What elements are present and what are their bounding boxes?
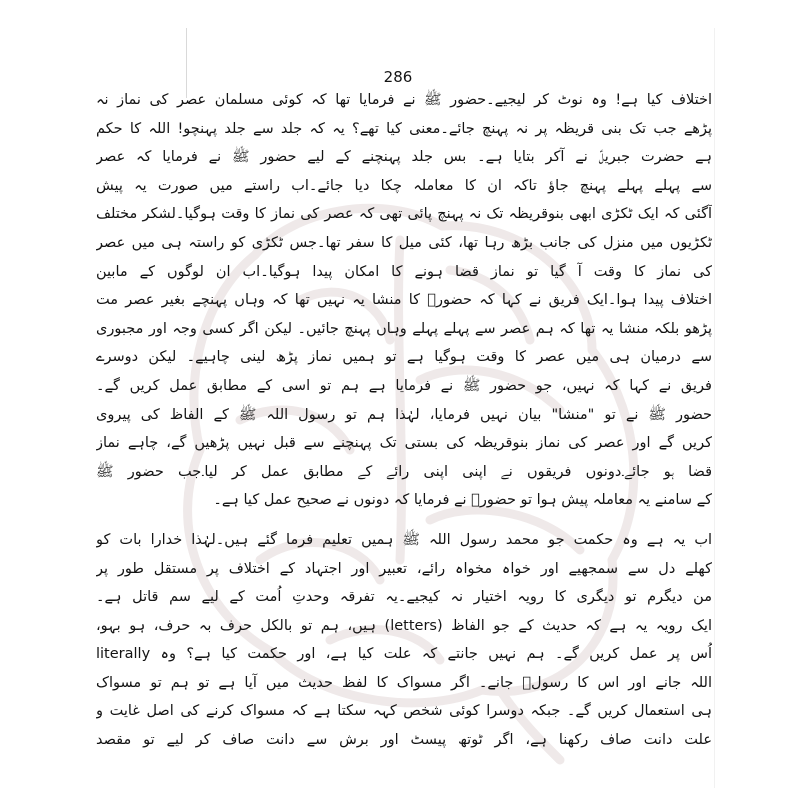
text-line: کھلے دل سے سمجھیے اور خواہ مخواہ رائے، تعبیر اور اجتہاد کے اختلاف پر مستقل طور پر <box>96 560 712 577</box>
text-line: ٹکڑیوں میں منزل کی جانب بڑھ رہا تھا، کئی میل کا سفر تھا۔جس ٹکڑی کو راستہ ہی میں عصر <box>96 234 712 251</box>
text-line: من دیگرم تو دیگری کا رویہ اختیار نہ کیجیے۔یہ تفرقہ وحدتِ اُمت کے لیے سم قاتل ہے۔ <box>96 589 712 606</box>
paragraph-1 <box>96 86 712 515</box>
body-text <box>96 86 712 755</box>
text-line: literally اُس پر عمل کریں گے۔ ہم نہیں جانتے کہ علت کیا ہے، اور حکمت کیا ہے؟ وہ <box>96 646 712 663</box>
paragraph-2 <box>96 526 712 755</box>
text-line: اللہ جانے اور اس کا رسولؐ جانے۔ اگر مسواک کا لفظ حدیث میں آیا ہے تو ہم تو مسواک <box>96 674 712 691</box>
text-line: قضا ہو جائے۔دونوں فریقوں نے اپنی اپنی رائے کے مطابق عمل کر لیا۔جب حضور ﷺ <box>96 463 712 480</box>
page-edge-right <box>714 28 715 788</box>
text-line: پڑھو بلکہ منشا یہ تھا کہ ہم عصر سے پہلے پہلے وہاں پہنچ جائیں۔ لیکن اگر کسی وجہ اور مجبوری <box>96 320 712 337</box>
text-line: اب یہ ہے وہ حکمت جو محمد رسول اللہ ﷺ ہمیں تعلیم فرما گئے ہیں۔لہٰذا خدارا بات کو <box>96 531 712 548</box>
text-line: علت دانت صاف رکھنا ہے، اگر ٹوتھ پیسٹ اور برش سے دانت صاف کر لیے تو مقصد <box>96 732 712 749</box>
text-line: کریں گے اور عصر کی نماز بنوقریظہ کی بستی تک پہنچنے سے قبل نہیں پڑھیں گے، چاہے نماز <box>96 435 712 452</box>
text-line: ہی استعمال کریں گے۔ جبکہ دوسرا کوئی شخص کہہ سکتا ہے کہ مسواک کرنے کی اصل غایت و <box>96 703 712 720</box>
text-line: اختلاف پیدا ہوا۔ایک فریق نے کہا کہ حضورؐ کا منشا یہ نہیں تھا کہ وہاں پہنچے بغیر عصر مت <box>96 292 712 309</box>
text-line: ہے حضرت جبریلؑ نے آکر بتایا ہے۔ بس جلد پہنچنے کے لیے حضور ﷺ نے فرمایا کہ عصر <box>96 149 712 166</box>
text-line: کے سامنے یہ معاملہ پیش ہوا تو حضورؐ نے فرمایا کہ دونوں نے صحیح عمل کیا ہے۔ <box>213 492 712 509</box>
page-number: 286 <box>383 68 413 86</box>
text-line: سے پہلے پہلے پہنچ جاؤ تاکہ ان کا معاملہ چکا دیا جائے۔اب راستے میں صورت یہ پیش <box>96 177 712 194</box>
text-line: حضور ﷺ نے تو "منشا" بیان نہیں فرمایا، لہٰذا ہم تو رسول اللہ ﷺ کے الفاظ کی پیروی <box>96 406 712 423</box>
text-line: اختلاف کیا ہے! وہ نوٹ کر لیجیے۔حضور ﷺ نے فرمایا تھا کہ کوئی مسلمان عصر کی نماز نہ <box>96 92 712 108</box>
text-line: ایک رویہ یہ ہے کہ حدیث کے جو الفاظ (letters) ہیں، ہم تو بالکل حرف بہ حرف، ہو بہو، <box>96 617 712 634</box>
text-line: فریق نے کہا کہ نہیں، جو حضور ﷺ نے فرمایا ہے ہم تو اسی کے مطابق عمل کریں گے۔ <box>96 377 712 394</box>
text-line: آگئی کہ ایک ٹکڑی ابھی بنوقریظہ تک نہ پہنچ پائی تھی کہ عصر کی نماز کا وقت ہوگیا۔لشکر مختلف <box>96 206 712 223</box>
text-line: کی نماز کا وقت آ گیا تو نماز قضا ہونے کا امکان پیدا ہوگیا۔اب ان لوگوں کے مابین <box>96 263 712 280</box>
text-line: سے درمیان ہی میں عصر کا وقت ہوگیا ہے تو ہمیں نماز پڑھ لینی چاہیے۔ لیکن دوسرے <box>96 349 712 366</box>
text-line: پڑھے جب تک بنی قریظہ پر نہ پہنچ جائے۔معنی کیا تھے؟ یہ کہ جلد سے جلد پہنچو! اللہ کا حکم <box>96 120 712 137</box>
